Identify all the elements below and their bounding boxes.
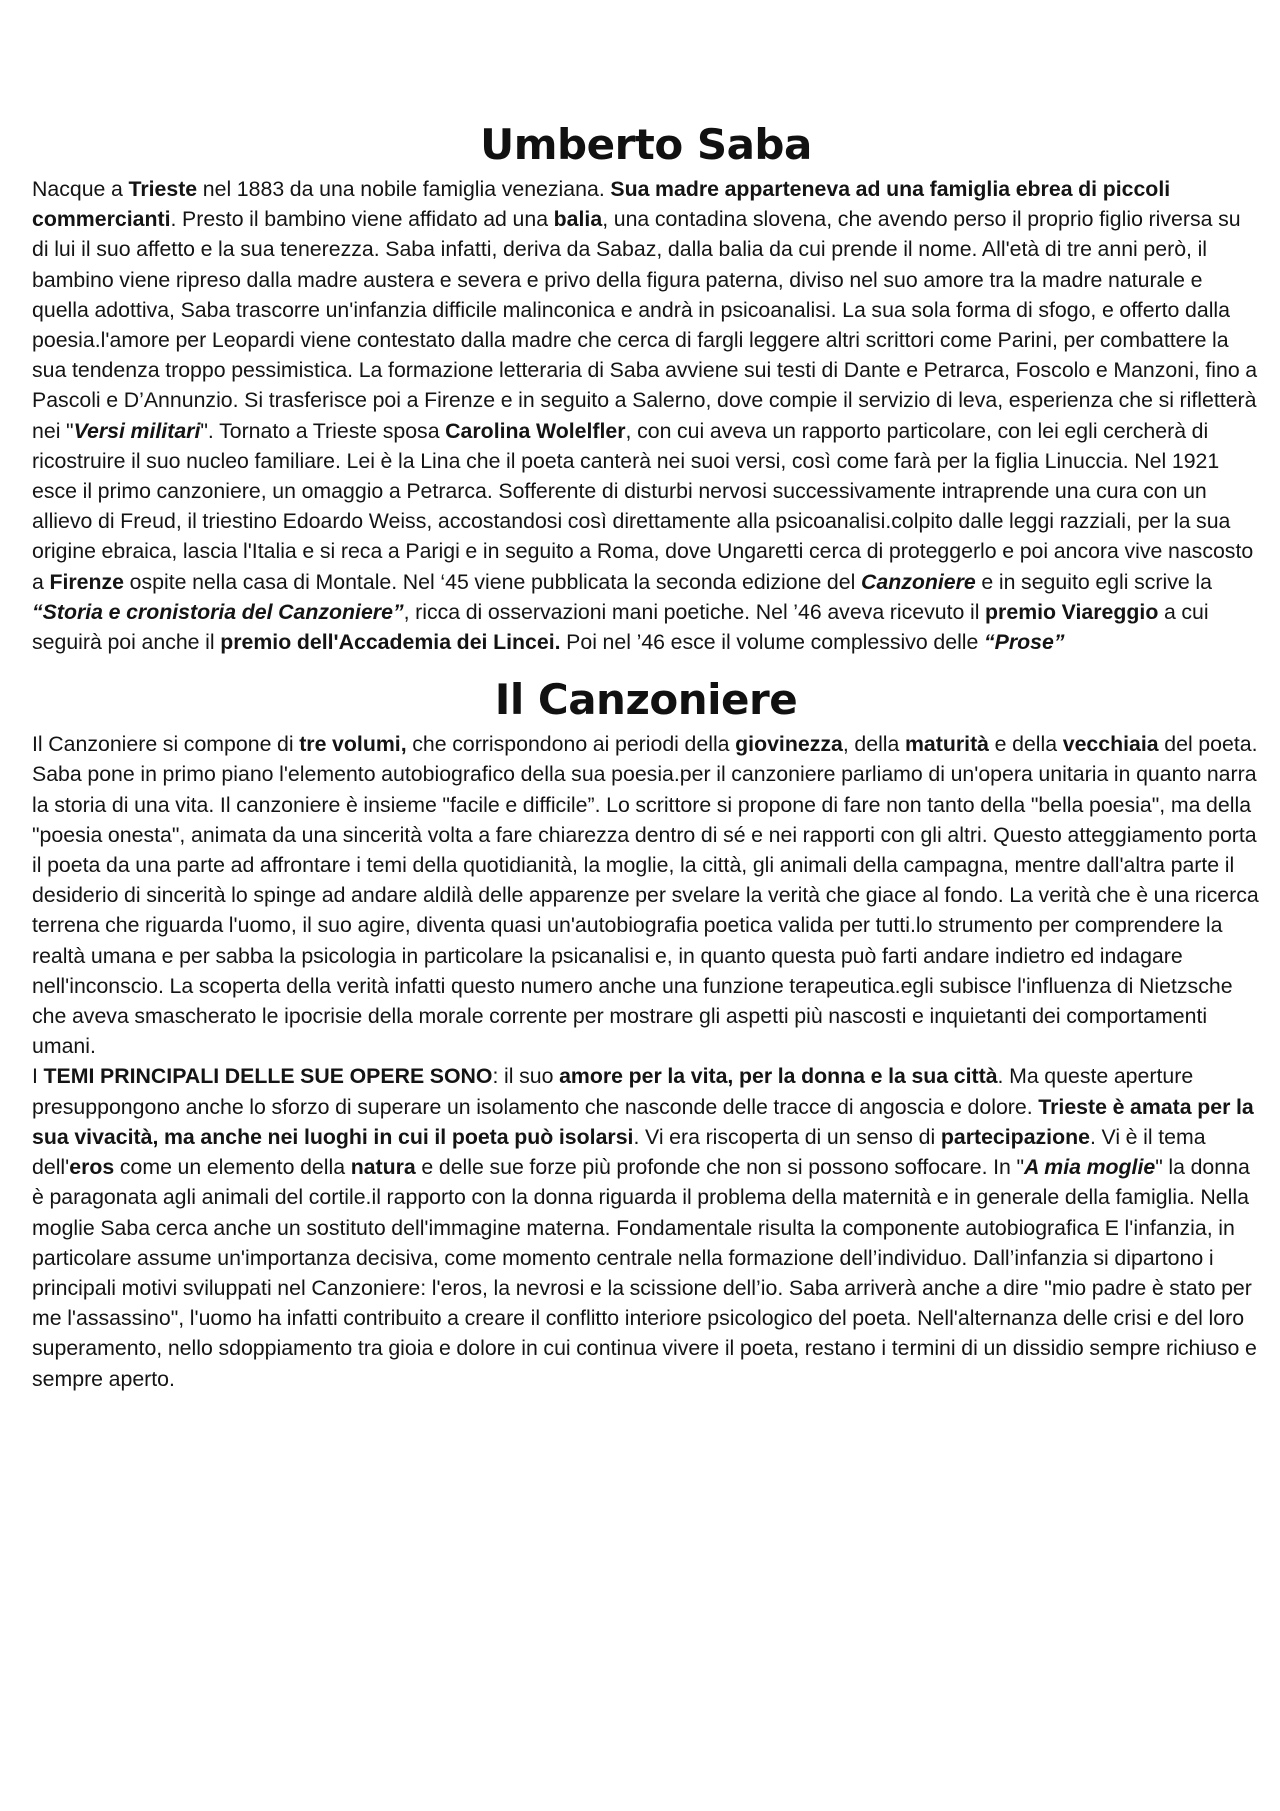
section-title-umberto-saba: Umberto Saba — [480, 120, 812, 169]
bold-text: balia — [553, 207, 603, 232]
bold-text: amore per la vita, per la donna e la sua città — [559, 1064, 998, 1089]
bold-text: giovinezza — [735, 732, 843, 757]
bold-text: tre volumi, — [299, 732, 407, 757]
bold-text: Trieste è amata per la sua vivacità, ma anche nei luoghi in cui il poeta può isolarsi — [32, 1094, 1254, 1149]
themes-paragraph: I TEMI PRINCIPALI DELLE SUE OPERE SONO: il suo amore per la vita, per la donna e la sua città. Ma queste aperture presuppongono anche lo sforzo di superare un isolamento che nasconde delle tracce di angoscia e dolore. Trieste è amata per la sua vivacità, ma anche nei luoghi in cui il poeta può isolarsi. Vi era riscoperta di un senso di partecipazione. Vi è il tema dell'eros come un elemento della natura e delle sue forze più profonde che non si possono soffocare. In "A mia moglie" la donna è paragonata agli animali del cortile.il rapporto con la donna riguarda il problema della maternità e in generale della famiglia. Nella moglie Saba cerca anche un sostituto dell'immagine materna. Fondamentale risulta la componente autobiografica E l'infanzia, in particolare assume un'importanza decisiva, come momento centrale nella formazione dell’individuo. Dall’infanzia si dipartono i principali motivi sviluppati nel Canzoniere: l'eros, la nevrosi e la scissione dell’io. Saba arriverà anche a dire "mio padre è stato per me l'assassino", l'uomo ha infatti contribuito a creare il conflitto interiore psicologico del poeta. Nell'alternanza delle crisi e del loro superamento, nello sdoppiamento tra gioia e dolore in cui continua vivere il poeta, restano i termini di un dissidio sempre richiuso e sempre aperto. — [32, 1064, 1257, 1391]
bold-text: premio dell'Accademia dei Lincei. — [220, 630, 561, 655]
bold-italic-text: “Prose” — [984, 630, 1065, 655]
bold-text: partecipazione — [940, 1124, 1090, 1149]
bold-text: natura — [350, 1155, 416, 1180]
bold-text: Sua madre apparteneva ad una famiglia ebrea di piccoli commercianti — [32, 177, 1171, 232]
bold-italic-text: “Storia e cronistoria del Canzoniere” — [32, 599, 404, 624]
bold-italic-text: A mia moglie — [1024, 1155, 1156, 1180]
bold-italic-text: Versi militari — [73, 418, 201, 443]
bold-italic-text: Canzoniere — [860, 569, 976, 594]
section-title-canzoniere: Il Canzoniere — [494, 675, 798, 725]
bold-text: premio Viareggio — [985, 599, 1159, 624]
bold-text: Firenze — [49, 569, 125, 594]
bold-text: Trieste — [128, 177, 198, 201]
bold-text: TEMI PRINCIPALI DELLE SUE OPERE SONO — [43, 1064, 493, 1089]
canzoniere-paragraph: Il Canzoniere si compone di tre volumi, che corrispondono ai periodi della giovinezza, della maturità e della vecchiaia del poeta. Saba pone in primo piano l'elemento autobiografico della sua poesia.per il canzoniere parliamo di un'opera unitaria in quanto narra la storia di una vita. Il canzoniere è insieme "facile e difficile”. Lo scrittore si propone di fare non tanto della "bella poesia", ma della "poesia onesta", animata da una sincerità volta a fare chiarezza dentro di sé e nei rapporti con gli altri. Questo atteggiamento porta il poeta da una parte ad affrontare i temi della quotidianità, la moglie, la città, gli animali della campagna, mentre dall'altra parte il desiderio di sincerità lo spinge ad andare aldilà delle apparenze per svelare la verità che giace al fondo. La verità che è una ricerca terrena che riguarda l'uomo, il suo agire, diventa quasi un'autobiografia poetica valida per tutti.lo strumento per comprendere la realtà umana e per sabba la psicologia in particolare la psicanalisi e, in quanto questa può farti andare indietro ed indagare nell'inconscio. La scoperta della verità infatti questo numero anche una funzione terapeutica.egli subisce l'influenza di Nietzsche che aveva smascherato le ipocrisie della morale corrente per mostrare gli aspetti più nascosti e inquietanti dei comportamenti umani. — [32, 732, 1259, 1059]
bold-text: maturità — [905, 732, 990, 757]
bold-text: eros — [69, 1155, 115, 1180]
document-page — [32, 118, 1260, 1394]
bold-text: vecchiaia — [1062, 732, 1159, 757]
biography-paragraph: Nacque a Trieste nel 1883 da una nobile famiglia veneziana. Sua madre apparteneva ad una famiglia ebrea di piccoli commercianti. Presto il bambino viene affidato ad una balia, una contadina slovena, che avendo perso il proprio figlio riversa su di lui il suo affetto e la sua tenerezza. Saba infatti, deriva da Sabaz, dalla balia da cui prende il nome. All'età di tre anni però, il bambino viene ripreso dalla madre austera e severa e privo della figura paterna, diviso nel suo amore tra la madre naturale e quella adottiva, Saba trascorre un'infanzia difficile malinconica e andrà in psicoanalisi. La sua sola forma di sfogo, e offerto dalla poesia.l'amore per Leopardi viene contestato dalla madre che cerca di fargli leggere altri scrittori come Parini, per combattere la sua tendenza troppo pessimistica. La formazione letteraria di Saba avviene sui testi di Dante e Petrarca, Foscolo e Manzoni, fino a Pascoli e D’Annunzio. Si trasferisce poi a Firenze e in seguito a Salerno, dove compie il servizio di leva, esperienza che si rifletterà nei "Versi militari". Tornato a Trieste sposa Carolina Wolelfler, con cui aveva un rapporto particolare, con lei egli cercherà di ricostruire il suo nucleo familiare. Lei è la Lina che il poeta canterà nei suoi versi, così come farà per la figlia Linuccia. Nel 1921 esce il primo canzoniere, un omaggio a Petrarca. Sofferente di disturbi nervosi successivamente intraprende una cura con un allievo di Freud, il triestino Edoardo Weiss, accostandosi così direttamente alla psicoanalisi.colpito dalle leggi razziali, per la sua origine ebraica, lascia l'Italia e si reca a Parigi e in seguito a Roma, dove Ungaretti cerca di proteggerlo e poi ancora vive nascosto a Firenze ospite nella casa di Montale. Nel ‘45 viene pubblicata la seconda edizione del Canzoniere e in seguito egli scrive la “Storia e cronistoria del Canzoniere”, ricca di osservazioni mani poetiche. Nel ’46 aveva ricevuto il premio Viareggio a cui seguirà poi anche il premio dell'Accademia dei Lincei. Poi nel ’46 esce il volume complessivo delle “Prose” — [32, 177, 1258, 655]
bold-text: Carolina Wolelfler — [445, 418, 626, 443]
